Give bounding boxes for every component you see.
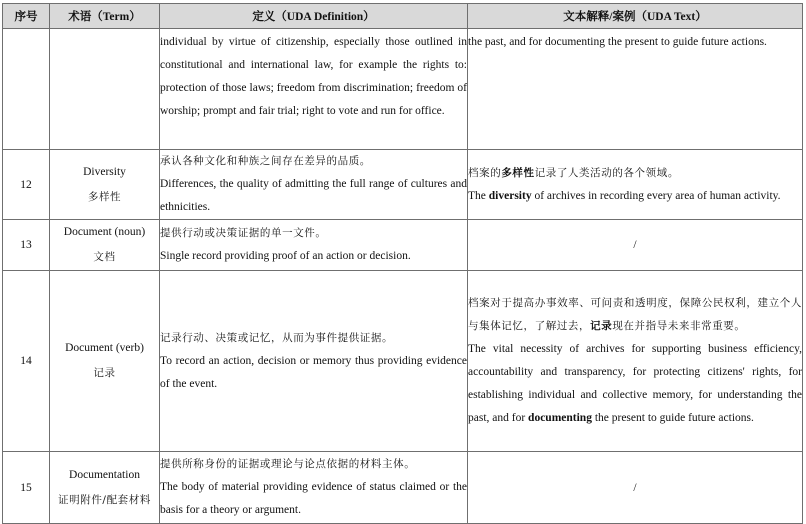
text-cn-highlight: 记录 (590, 320, 613, 332)
definition-en: individual by virtue of citizenship, especially those outlined in constitutional and international law, for example the rights to: protection of those laws; freedom from discrimination; freedom of worship; prompt and fair trial; right to vote and run for office. (160, 36, 467, 117)
cell-term (50, 150, 160, 220)
definition-en: The body of material providing evidence of status claimed or the basis for a theory or argument. (160, 481, 467, 516)
term-en: Document (verb) (65, 342, 144, 354)
header-text: 文本解释/案例（UDA Text） (468, 4, 803, 29)
cell-text: / (468, 220, 803, 271)
table-row (3, 220, 803, 271)
definition-en: Differences, the quality of admitting the full range of cultures and ethnicities. (160, 178, 467, 213)
term-cn: 记录 (93, 367, 116, 379)
cell-definition (160, 220, 468, 271)
cell-num: 15 (3, 452, 50, 524)
term-cn: 证明附件/配套材料 (58, 493, 151, 506)
cell-term (50, 220, 160, 271)
text-en (468, 185, 802, 208)
cell-definition (160, 29, 468, 150)
text-en-part: The (468, 189, 489, 202)
term-en: Diversity (83, 165, 126, 178)
header-definition: 定义（UDA Definition） (160, 4, 468, 29)
table-header (3, 4, 803, 29)
text-en-part: the present to guide future actions. (591, 412, 754, 424)
cell-text (468, 29, 803, 150)
text-en: the past, and for documenting the present to guide future actions. (468, 36, 767, 48)
cell-definition (160, 150, 468, 220)
cell-definition (160, 452, 468, 524)
term-cn: 文档 (93, 251, 116, 263)
definition-cn: 提供所称身份的证据或理论与论点依据的材料主体。 (160, 458, 416, 470)
table-row (3, 452, 803, 524)
cell-num: 12 (3, 150, 50, 220)
text-en-highlight: documenting (528, 412, 592, 424)
table-row-continued (3, 29, 803, 150)
term-cn: 多样性 (87, 190, 122, 203)
cell-num (3, 29, 50, 150)
definition-en: Single record providing proof of an action or decision. (160, 250, 411, 262)
definition-cn: 承认各种文化和种族之间存在差异的品质。 (160, 155, 371, 167)
header-num: 序号 (3, 4, 50, 29)
cell-term (50, 271, 160, 452)
cell-text: / (468, 452, 803, 524)
cell-num: 13 (3, 220, 50, 271)
term-en: Documentation (69, 468, 140, 481)
text-cn-highlight: 多样性 (501, 166, 535, 179)
text-cn-part: 现在并指导未来非常重要。 (612, 320, 746, 332)
text-cn (468, 162, 802, 185)
text-en-highlight: diversity (488, 189, 532, 202)
text-cn-part: 记录了人类活动的各个领域。 (534, 166, 679, 179)
text-cn-part: 档案对于提高办事效率、可问责和透明度，保障公民权利，建立个人与集体记忆，了解过去， (468, 297, 802, 332)
cell-definition (160, 271, 468, 452)
cell-term (50, 452, 160, 524)
text-cn-part: 档案的 (468, 166, 502, 179)
cell-text (468, 150, 803, 220)
cell-num: 14 (3, 271, 50, 452)
definition-en: To record an action, decision or memory thus providing evidence of the event. (160, 354, 467, 390)
definition-cn: 记录行动、决策或记忆，从而为事件提供证据。 (160, 331, 394, 344)
header-term: 术语（Term） (50, 4, 160, 29)
table-row (3, 150, 803, 220)
text-en-part: The vital necessity of archives for supporting business efficiency, accountability and transparency, for protecting citizens' rights, for establishing individual and collective memory, for understanding the past, and for (468, 343, 802, 424)
text-en (468, 338, 802, 430)
definition-cn: 提供行动或决策证据的单一文件。 (160, 227, 327, 239)
text-cn (468, 292, 802, 338)
table-row (3, 271, 803, 452)
term-en: Document (noun) (63, 226, 146, 238)
cell-term (50, 29, 160, 150)
glossary-table (2, 3, 803, 524)
text-en-part: of archives in recording every area of human activity. (531, 189, 781, 202)
cell-text (468, 271, 803, 452)
